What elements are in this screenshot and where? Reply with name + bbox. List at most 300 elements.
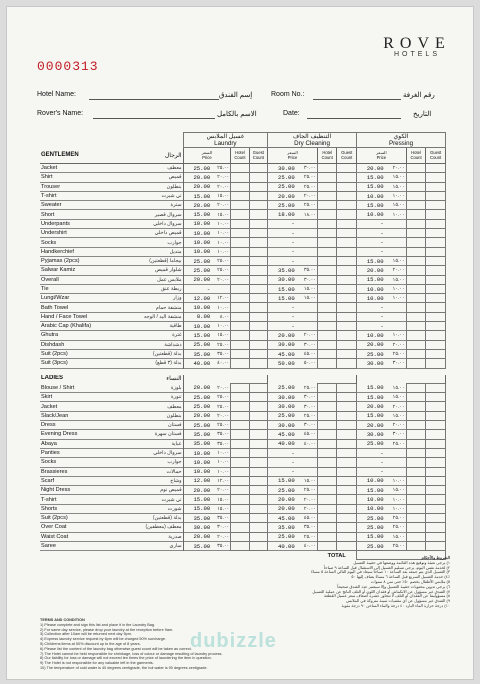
laundry-guest-count[interactable] — [249, 164, 267, 173]
dry-guest-count[interactable] — [337, 486, 357, 495]
dry-price-ar: ٢٥.٠٠ — [303, 174, 316, 181]
dry-guest-count[interactable] — [337, 467, 357, 476]
press-price: 30.00 — [366, 359, 384, 367]
laundry-guest-count[interactable] — [249, 210, 267, 219]
press-hotel-count[interactable] — [406, 275, 426, 284]
laundry-hotel-count[interactable] — [231, 393, 249, 402]
pressing-header: الكوي Pressing — [356, 133, 445, 148]
item-name: Dishdash — [40, 340, 125, 349]
dry-guest-count[interactable] — [337, 275, 357, 284]
press-hotel-count[interactable] — [406, 513, 426, 522]
press-hotel-count[interactable] — [406, 173, 426, 182]
dry-hotel-count[interactable] — [317, 247, 337, 256]
item-name-ar: سروال داخلي — [153, 450, 182, 457]
ladies-row — [40, 421, 446, 430]
item-name-ar: بدلة (قطعتين) — [152, 515, 182, 522]
laundry-hotel-count[interactable] — [231, 359, 249, 368]
laundry-price-ar: ٢٠.٠٠ — [217, 183, 230, 190]
dry-hotel-count[interactable] — [317, 421, 337, 430]
laundry-guest-count[interactable] — [249, 284, 267, 293]
laundry-hotel-count[interactable] — [231, 247, 249, 256]
laundry-hotel-count[interactable] — [231, 513, 249, 522]
gentlemen-heading: GENTLEMEN الرجال — [40, 148, 183, 164]
press-hotel-count[interactable] — [406, 256, 426, 265]
press-guest-count[interactable] — [426, 476, 446, 485]
laundry-hotel-count[interactable] — [231, 266, 249, 275]
laundry-guest-count[interactable] — [249, 256, 267, 265]
laundry-hotel-count[interactable] — [231, 541, 249, 550]
dry-guest-count[interactable] — [337, 182, 357, 191]
press-guest-count[interactable] — [426, 495, 446, 504]
laundry-hotel-count[interactable] — [231, 164, 249, 173]
press-guest-count[interactable] — [426, 340, 446, 349]
dry-hotel-count[interactable] — [317, 383, 337, 392]
press-hotel-count[interactable] — [406, 532, 426, 541]
dry-guest-count[interactable] — [337, 284, 357, 293]
dry-hotel-count[interactable] — [317, 238, 337, 247]
laundry-guest-count[interactable] — [249, 331, 267, 340]
dry-hotel-count[interactable] — [317, 284, 337, 293]
laundry-guest-count[interactable] — [249, 439, 267, 448]
press-guest-count[interactable] — [426, 430, 446, 439]
press-hotel-count[interactable] — [406, 467, 426, 476]
dry-guest-count[interactable] — [337, 504, 357, 513]
laundry-hotel-count[interactable] — [231, 448, 249, 457]
laundry-guest-count[interactable] — [249, 349, 267, 358]
dry-guest-count[interactable] — [337, 294, 357, 303]
laundry-price-ar: ١٠.٠٠ — [217, 248, 230, 255]
dry-price: - — [291, 458, 295, 466]
press-guest-count[interactable] — [426, 219, 446, 228]
ladies-row — [40, 458, 446, 467]
press-guest-count[interactable] — [426, 402, 446, 411]
item-name: Over Coat — [40, 523, 125, 532]
laundry-hotel-count[interactable] — [231, 219, 249, 228]
dry-guest-count[interactable] — [337, 331, 357, 340]
press-price-ar: ٢٠.٠٠ — [392, 165, 405, 172]
press-guest-count[interactable] — [426, 513, 446, 522]
laundry-hotel-count[interactable] — [231, 191, 249, 200]
press-guest-count[interactable] — [426, 322, 446, 331]
dry-hotel-count[interactable] — [317, 486, 337, 495]
dry-price-ar: ٢٥.٠٠ — [303, 202, 316, 209]
laundry-guest-count[interactable] — [249, 173, 267, 182]
dry-guest-count[interactable] — [337, 439, 357, 448]
dry-hotel-count[interactable] — [317, 402, 337, 411]
laundry-hotel-count[interactable] — [231, 383, 249, 392]
press-price: 10.00 — [366, 477, 384, 485]
press-guest-count[interactable] — [426, 173, 446, 182]
press-guest-count[interactable] — [426, 393, 446, 402]
item-name: Bath Towel — [40, 303, 125, 312]
press-guest-count[interactable] — [426, 182, 446, 191]
laundry-hotel-count[interactable] — [231, 467, 249, 476]
laundry-hotel-count[interactable] — [231, 411, 249, 420]
laundry-hotel-count[interactable] — [231, 201, 249, 210]
dry-guest-count[interactable] — [337, 383, 357, 392]
press-guest-count[interactable] — [426, 284, 446, 293]
dry-hotel-count[interactable] — [317, 275, 337, 284]
dry-hotel-count[interactable] — [317, 513, 337, 522]
dry-hotel-count[interactable] — [317, 331, 337, 340]
hotel-name-field[interactable] — [89, 99, 219, 100]
dry-guest-count[interactable] — [337, 256, 357, 265]
press-hotel-count[interactable] — [406, 504, 426, 513]
press-price-ar: ١٥.٠٠ — [392, 202, 405, 209]
press-hotel-count[interactable] — [406, 294, 426, 303]
laundry-hotel-count[interactable] — [231, 284, 249, 293]
press-guest-count[interactable] — [426, 486, 446, 495]
dry-hotel-count[interactable] — [317, 256, 337, 265]
laundry-price-ar: ٣٥.٠٠ — [217, 515, 230, 522]
laundry-guest-count[interactable] — [249, 303, 267, 312]
press-price: - — [380, 248, 384, 256]
dry-hotel-count[interactable] — [317, 504, 337, 513]
laundry-guest-count[interactable] — [249, 513, 267, 522]
dry-hotel-count[interactable] — [317, 541, 337, 550]
laundry-hotel-count[interactable] — [231, 439, 249, 448]
dry-guest-count[interactable] — [337, 476, 357, 485]
press-hotel-count[interactable] — [406, 303, 426, 312]
dry-guest-count[interactable] — [337, 523, 357, 532]
laundry-guest-count[interactable] — [249, 430, 267, 439]
laundry-hotel-count[interactable] — [231, 312, 249, 321]
laundry-hotel-count[interactable] — [231, 421, 249, 430]
dry-guest-count[interactable] — [337, 210, 357, 219]
dry-hotel-count[interactable] — [317, 439, 337, 448]
press-guest-count[interactable] — [426, 312, 446, 321]
press-guest-count[interactable] — [426, 266, 446, 275]
press-hotel-count[interactable] — [406, 164, 426, 173]
dry-hotel-count[interactable] — [317, 294, 337, 303]
press-hotel-count[interactable] — [406, 523, 426, 532]
laundry-hotel-count[interactable] — [231, 210, 249, 219]
dry-hotel-count[interactable] — [317, 201, 337, 210]
laundry-guest-count[interactable] — [249, 294, 267, 303]
laundry-price: 25.00 — [183, 393, 211, 402]
dry-price-ar: ١٨.٠٠ — [303, 211, 316, 218]
press-hotel-count[interactable] — [406, 182, 426, 191]
laundry-guest-count[interactable] — [249, 201, 267, 210]
laundry-hotel-count[interactable] — [231, 294, 249, 303]
laundry-hotel-count[interactable] — [231, 229, 249, 238]
press-guest-count[interactable] — [426, 458, 446, 467]
dry-price-ar — [296, 448, 318, 457]
press-hotel-count[interactable] — [406, 383, 426, 392]
dry-hotel-count[interactable] — [317, 266, 337, 275]
dry-guest-count[interactable] — [337, 229, 357, 238]
dry-guest-count[interactable] — [337, 421, 357, 430]
dry-guest-count[interactable] — [337, 219, 357, 228]
laundry-hotel-count[interactable] — [231, 331, 249, 340]
press-hotel-count[interactable] — [406, 201, 426, 210]
dry-guest-count[interactable] — [337, 266, 357, 275]
laundry-hotel-count[interactable] — [231, 173, 249, 182]
press-hotel-count[interactable] — [406, 349, 426, 358]
laundry-guest-count[interactable] — [249, 486, 267, 495]
dry-hotel-count[interactable] — [317, 349, 337, 358]
room-no-field[interactable] — [313, 99, 401, 100]
laundry-hotel-count[interactable] — [231, 256, 249, 265]
press-guest-count[interactable] — [426, 349, 446, 358]
laundry-price-ar: ٣٥.٠٠ — [217, 431, 230, 438]
press-price: 15.00 — [366, 201, 384, 209]
laundry-guest-count[interactable] — [249, 322, 267, 331]
press-hotel-count[interactable] — [406, 322, 426, 331]
dry-hotel-count[interactable] — [317, 467, 337, 476]
dry-hotel-count[interactable] — [317, 210, 337, 219]
laundry-guest-count[interactable] — [249, 393, 267, 402]
press-guest-count[interactable] — [426, 467, 446, 476]
dry-guest-count[interactable] — [337, 402, 357, 411]
press-guest-count[interactable] — [426, 275, 446, 284]
dry-hotel-count[interactable] — [317, 359, 337, 368]
dry-guest-count[interactable] — [337, 458, 357, 467]
press-guest-count[interactable] — [426, 448, 446, 457]
press-price-ar: ١٥.٠٠ — [392, 258, 405, 265]
press-hotel-count[interactable] — [406, 191, 426, 200]
press-hotel-count[interactable] — [406, 402, 426, 411]
laundry-hotel-count-head: Hotel Count — [231, 148, 249, 164]
dry-guest-count[interactable] — [337, 164, 357, 173]
dry-hotel-count[interactable] — [317, 458, 337, 467]
dry-hotel-count[interactable] — [317, 495, 337, 504]
laundry-guest-count[interactable] — [249, 312, 267, 321]
laundry-guest-count[interactable] — [249, 541, 267, 550]
press-hotel-count[interactable] — [406, 219, 426, 228]
laundry-price-ar: ١٠.٠٠ — [217, 323, 230, 330]
laundry-guest-count[interactable] — [249, 495, 267, 504]
item-name-ar: سترة — [170, 202, 182, 209]
press-hotel-count[interactable] — [406, 247, 426, 256]
press-hotel-count[interactable] — [406, 266, 426, 275]
press-hotel-count[interactable] — [406, 359, 426, 368]
dry-price: - — [291, 304, 295, 312]
dry-guest-count[interactable] — [337, 312, 357, 321]
laundry-guest-count[interactable] — [249, 275, 267, 284]
dry-hotel-count[interactable] — [317, 448, 337, 457]
dry-guest-count[interactable] — [337, 393, 357, 402]
dry-price: 30.00 — [277, 421, 295, 429]
dry-hotel-count[interactable] — [317, 340, 337, 349]
laundry-guest-count[interactable] — [249, 476, 267, 485]
press-guest-count[interactable] — [426, 256, 446, 265]
dry-hotel-count[interactable] — [317, 219, 337, 228]
press-hotel-count[interactable] — [406, 411, 426, 420]
dry-hotel-count[interactable] — [317, 523, 337, 532]
press-guest-count[interactable] — [426, 238, 446, 247]
press-hotel-count[interactable] — [406, 495, 426, 504]
item-name-ar: تي شيرت — [161, 193, 182, 200]
press-hotel-count[interactable] — [406, 421, 426, 430]
dry-guest-count[interactable] — [337, 247, 357, 256]
laundry-guest-count[interactable] — [249, 191, 267, 200]
press-guest-count[interactable] — [426, 294, 446, 303]
item-name-ar: بدلة (قطعتين) — [152, 351, 182, 358]
laundry-guest-count[interactable] — [249, 411, 267, 420]
dry-guest-count[interactable] — [337, 322, 357, 331]
laundry-price: 10.00 — [183, 322, 211, 331]
press-guest-count[interactable] — [426, 303, 446, 312]
dry-price-ar: ٢٥.٠٠ — [303, 384, 316, 391]
press-hotel-count[interactable] — [406, 486, 426, 495]
item-name-ar: تي شيرت — [161, 496, 182, 503]
laundry-guest-count[interactable] — [249, 458, 267, 467]
laundry-hotel-count[interactable] — [231, 532, 249, 541]
laundry-hotel-count[interactable] — [231, 322, 249, 331]
laundry-guest-count[interactable] — [249, 448, 267, 457]
dry-hotel-count[interactable] — [317, 173, 337, 182]
laundry-hotel-count[interactable] — [231, 430, 249, 439]
laundry-guest-count[interactable] — [249, 467, 267, 476]
laundry-guest-count[interactable] — [249, 532, 267, 541]
laundry-guest-count[interactable] — [249, 182, 267, 191]
dry-price-head: السعر Price — [268, 148, 318, 164]
laundry-price: 20.00 — [183, 173, 211, 182]
dry-hotel-count[interactable] — [317, 430, 337, 439]
press-guest-count[interactable] — [426, 229, 446, 238]
dry-guest-count[interactable] — [337, 303, 357, 312]
dry-hotel-count[interactable] — [317, 182, 337, 191]
laundry-guest-count[interactable] — [249, 402, 267, 411]
dry-hotel-count[interactable] — [317, 191, 337, 200]
press-price: - — [380, 468, 384, 476]
press-guest-count[interactable] — [426, 421, 446, 430]
press-hotel-count[interactable] — [406, 458, 426, 467]
laundry-price-ar: ٢٥.٠٠ — [217, 341, 230, 348]
gentlemen-row — [40, 191, 446, 200]
laundry-guest-count[interactable] — [249, 229, 267, 238]
laundry-hotel-count[interactable] — [231, 182, 249, 191]
press-hotel-count[interactable] — [406, 439, 426, 448]
dry-guest-count[interactable] — [337, 173, 357, 182]
press-guest-count[interactable] — [426, 541, 446, 550]
dry-hotel-count[interactable] — [317, 476, 337, 485]
date-field[interactable] — [307, 118, 401, 119]
laundry-hotel-count[interactable] — [231, 349, 249, 358]
laundry-guest-count[interactable] — [249, 504, 267, 513]
press-hotel-count[interactable] — [406, 331, 426, 340]
dry-guest-count[interactable] — [337, 349, 357, 358]
press-guest-count[interactable] — [426, 247, 446, 256]
dry-hotel-count[interactable] — [317, 322, 337, 331]
dry-guest-count[interactable] — [337, 411, 357, 420]
laundry-hotel-count[interactable] — [231, 303, 249, 312]
laundry-guest-count[interactable] — [249, 247, 267, 256]
dry-price: 40.00 — [277, 542, 295, 550]
laundry-guest-count[interactable] — [249, 340, 267, 349]
press-hotel-count[interactable] — [406, 229, 426, 238]
press-guest-count[interactable] — [426, 411, 446, 420]
laundry-hotel-count[interactable] — [231, 486, 249, 495]
gentlemen-row — [40, 247, 446, 256]
laundry-hotel-count[interactable] — [231, 275, 249, 284]
laundry-hotel-count[interactable] — [231, 495, 249, 504]
press-price-ar: ١٥.٠٠ — [392, 412, 405, 419]
laundry-hotel-count[interactable] — [231, 340, 249, 349]
dry-guest-count[interactable] — [337, 448, 357, 457]
laundry-guest-count[interactable] — [249, 266, 267, 275]
dry-guest-count[interactable] — [337, 238, 357, 247]
dry-guest-count[interactable] — [337, 495, 357, 504]
laundry-hotel-count[interactable] — [231, 458, 249, 467]
dry-price-ar: ١٥.٠٠ — [303, 295, 316, 302]
dry-guest-count[interactable] — [337, 541, 357, 550]
dry-hotel-count[interactable] — [317, 532, 337, 541]
gentlemen-row — [40, 284, 446, 293]
laundry-price-ar: ٢٥.٠٠ — [217, 267, 230, 274]
laundry-guest-count[interactable] — [249, 238, 267, 247]
press-guest-count[interactable] — [426, 191, 446, 200]
laundry-guest-count[interactable] — [249, 359, 267, 368]
date-label: Date: — [283, 110, 300, 117]
press-hotel-count[interactable] — [406, 476, 426, 485]
laundry-guest-count[interactable] — [249, 421, 267, 430]
dry-guest-count[interactable] — [337, 513, 357, 522]
press-hotel-count[interactable] — [406, 210, 426, 219]
press-hotel-count[interactable] — [406, 430, 426, 439]
laundry-hotel-count[interactable] — [231, 238, 249, 247]
press-guest-count[interactable] — [426, 383, 446, 392]
dry-guest-count[interactable] — [337, 201, 357, 210]
laundry-hotel-count[interactable] — [231, 523, 249, 532]
laundry-guest-count[interactable] — [249, 523, 267, 532]
dry-hotel-count[interactable] — [317, 393, 337, 402]
dry-hotel-count[interactable] — [317, 303, 337, 312]
dry-hotel-count[interactable] — [317, 411, 337, 420]
laundry-hotel-count[interactable] — [231, 504, 249, 513]
press-hotel-count[interactable] — [406, 541, 426, 550]
laundry-price-ar: ٢٠.٠٠ — [217, 412, 230, 419]
dry-hotel-count[interactable] — [317, 164, 337, 173]
laundry-hotel-count[interactable] — [231, 402, 249, 411]
dry-guest-count[interactable] — [337, 532, 357, 541]
press-guest-count[interactable] — [426, 164, 446, 173]
dry-hotel-count[interactable] — [317, 229, 337, 238]
term-item: ٢) لخدمة نفس اليوم، يرجى تسليم الغسيل إلى الاستقبال قبل الساعة ٩ صباحاً — [323, 564, 450, 570]
press-guest-count[interactable] — [426, 523, 446, 532]
item-name-ar: بيجاما (قطعتين) — [149, 258, 182, 265]
press-hotel-count[interactable] — [406, 448, 426, 457]
dry-price: - — [291, 468, 295, 476]
press-guest-count[interactable] — [426, 504, 446, 513]
dry-guest-count[interactable] — [337, 340, 357, 349]
press-hotel-count[interactable] — [406, 238, 426, 247]
press-hotel-count[interactable] — [406, 393, 426, 402]
rovers-name-field[interactable] — [93, 118, 215, 119]
press-price-ar: ١٠.٠٠ — [392, 505, 405, 512]
laundry-hotel-count[interactable] — [231, 476, 249, 485]
laundry-guest-count[interactable] — [249, 219, 267, 228]
dry-guest-count[interactable] — [337, 191, 357, 200]
press-guest-count[interactable] — [426, 359, 446, 368]
press-hotel-count[interactable] — [406, 340, 426, 349]
dry-guest-count[interactable] — [337, 359, 357, 368]
dry-hotel-count[interactable] — [317, 312, 337, 321]
press-guest-count[interactable] — [426, 331, 446, 340]
press-hotel-count[interactable] — [406, 312, 426, 321]
press-guest-count[interactable] — [426, 210, 446, 219]
dry-price-ar: ٤٠.٠٠ — [303, 543, 316, 550]
laundry-guest-count[interactable] — [249, 383, 267, 392]
press-guest-count[interactable] — [426, 201, 446, 210]
press-guest-count[interactable] — [426, 439, 446, 448]
dry-guest-count[interactable] — [337, 430, 357, 439]
press-guest-count[interactable] — [426, 532, 446, 541]
ladies-row — [40, 495, 446, 504]
laundry-price-ar: ١٢.٠٠ — [217, 477, 230, 484]
press-hotel-count[interactable] — [406, 284, 426, 293]
